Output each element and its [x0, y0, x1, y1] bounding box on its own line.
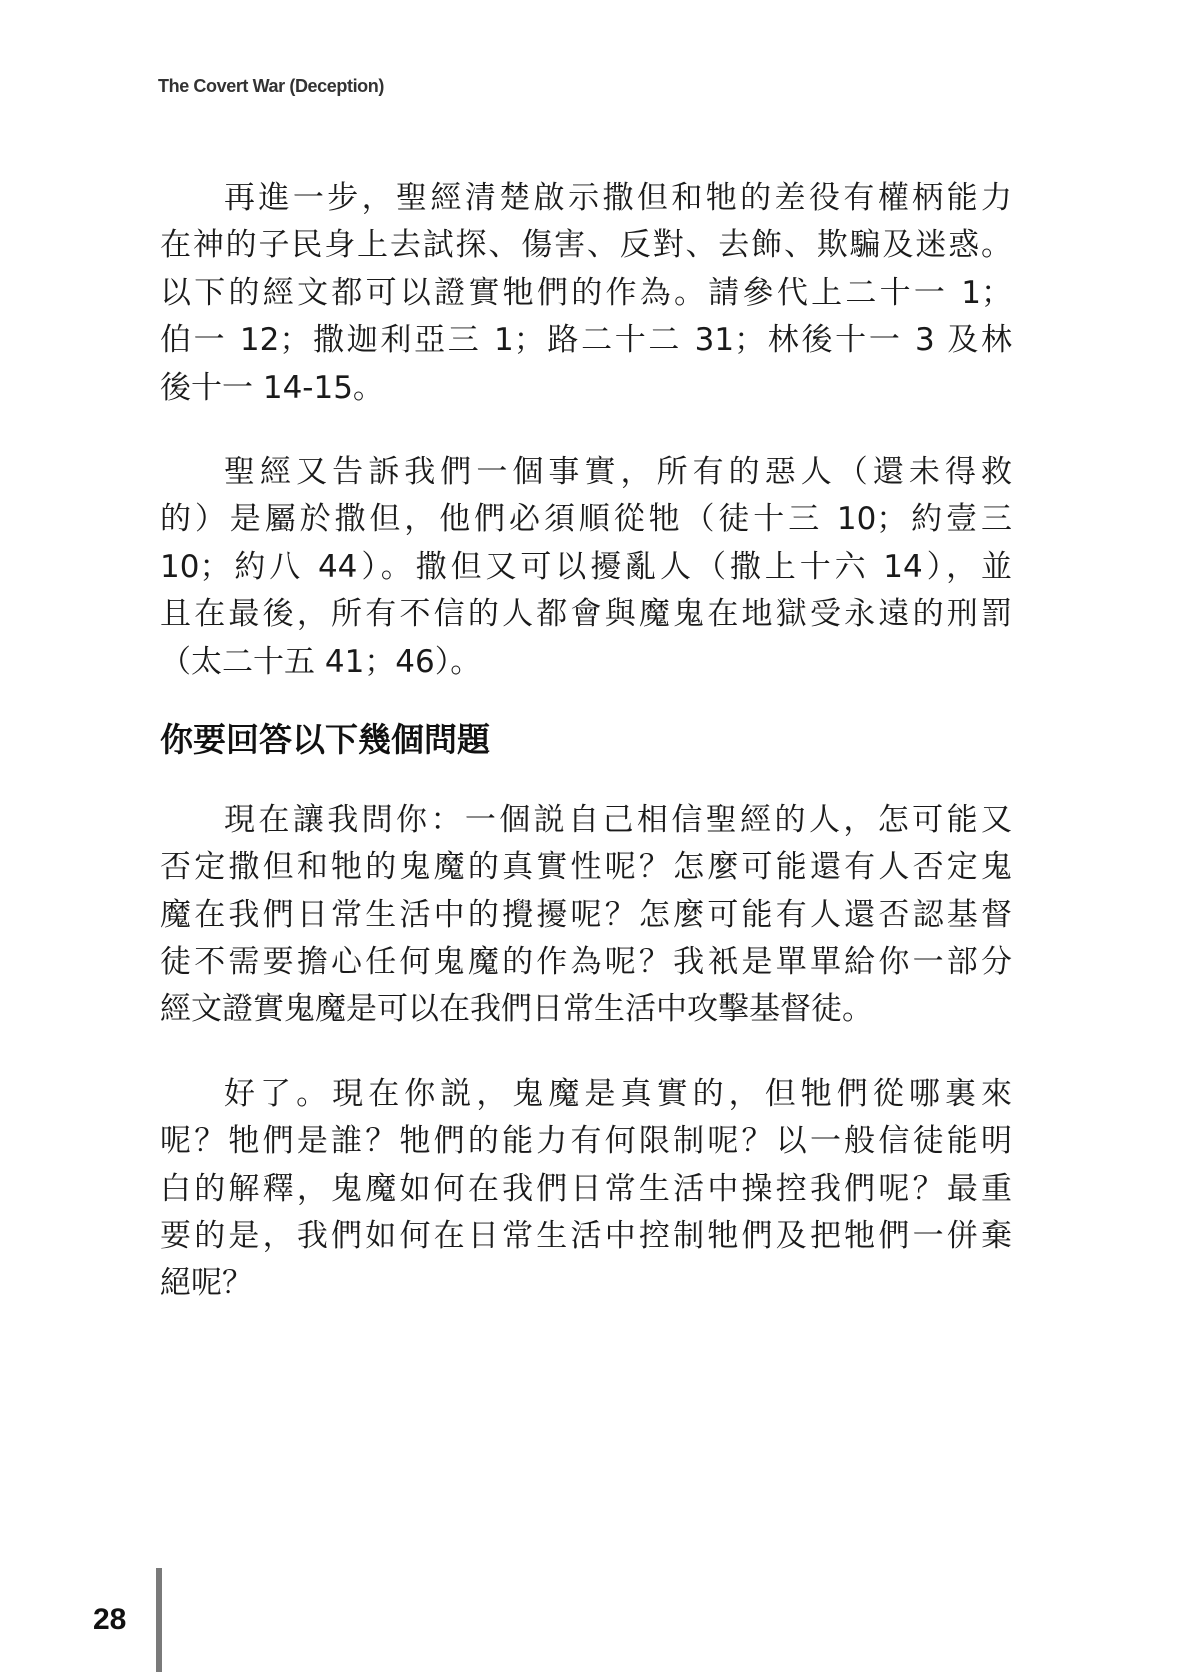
body-paragraph [160, 1071, 1012, 1308]
text-line: 絕呢？ [160, 1265, 253, 1302]
text-line: 10；約八 44）。撒但又可以擾亂人（撒上十六 14），並 [160, 548, 1012, 585]
text-line: 再進一步，聖經清楚啟示撒但和牠的差役有權柄能力 [224, 180, 1012, 216]
section-heading: 你要回答以下幾個問題 [160, 719, 490, 759]
body-paragraph [160, 175, 1012, 412]
text-line: 白的解釋，鬼魔如何在我們日常生活中操控我們呢？最重 [160, 1170, 1012, 1207]
text-line: 聖經又告訴我們一個事實，所有的惡人（還未得救 [224, 453, 1012, 490]
text-line: 在神的子民身上去試探、傷害、反對、去飾、欺騙及迷惑。 [160, 227, 1012, 264]
text-line: 的）是屬於撒但，他們必須順從牠（徒十三 10；約壹三 [160, 501, 1012, 538]
text-line: 否定撒但和牠的鬼魔的真實性呢？怎麼可能還有人否定鬼 [160, 849, 1012, 886]
page-number-divider [156, 1568, 162, 1672]
page-number: 28 [93, 1603, 127, 1636]
text-line: 且在最後，所有不信的人都會與魔鬼在地獄受永遠的刑罰 [160, 596, 1012, 633]
text-line: 後十一 14-15。 [160, 369, 384, 406]
text-line: 徒不需要擔心任何鬼魔的作為呢？我衹是單單給你一部分 [160, 944, 1012, 981]
text-line: （太二十五 41；46）。 [160, 643, 482, 680]
body-paragraph [160, 797, 1012, 1034]
heading-wrapper [160, 716, 1012, 764]
text-line: 呢？牠們是誰？牠們的能力有何限制呢？以一般信徒能明 [160, 1123, 1012, 1160]
text-line: 伯一 12；撒迦利亞三 1；路二十二 31；林後十一 3 及林 [160, 322, 1012, 359]
text-line: 以下的經文都可以證實牠們的作為。請參代上二十一 1； [160, 274, 1012, 311]
text-line: 魔在我們日常生活中的攪擾呢？怎麼可能有人還否認基督 [160, 896, 1012, 933]
text-line: 經文證實鬼魔是可以在我們日常生活中攻擊基督徒。 [160, 991, 873, 1028]
body-paragraph [160, 449, 1012, 686]
text-line: 好了。現在你説，鬼魔是真實的，但牠們從哪裏來 [224, 1075, 1012, 1112]
running-header: The Covert War (Deception) [158, 76, 384, 96]
text-line: 現在讓我問你：一個説自己相信聖經的人，怎可能又 [224, 801, 1012, 838]
page-body [160, 175, 1012, 1345]
text-line: 要的是，我們如何在日常生活中控制牠們及把牠們一併棄 [160, 1218, 1012, 1255]
